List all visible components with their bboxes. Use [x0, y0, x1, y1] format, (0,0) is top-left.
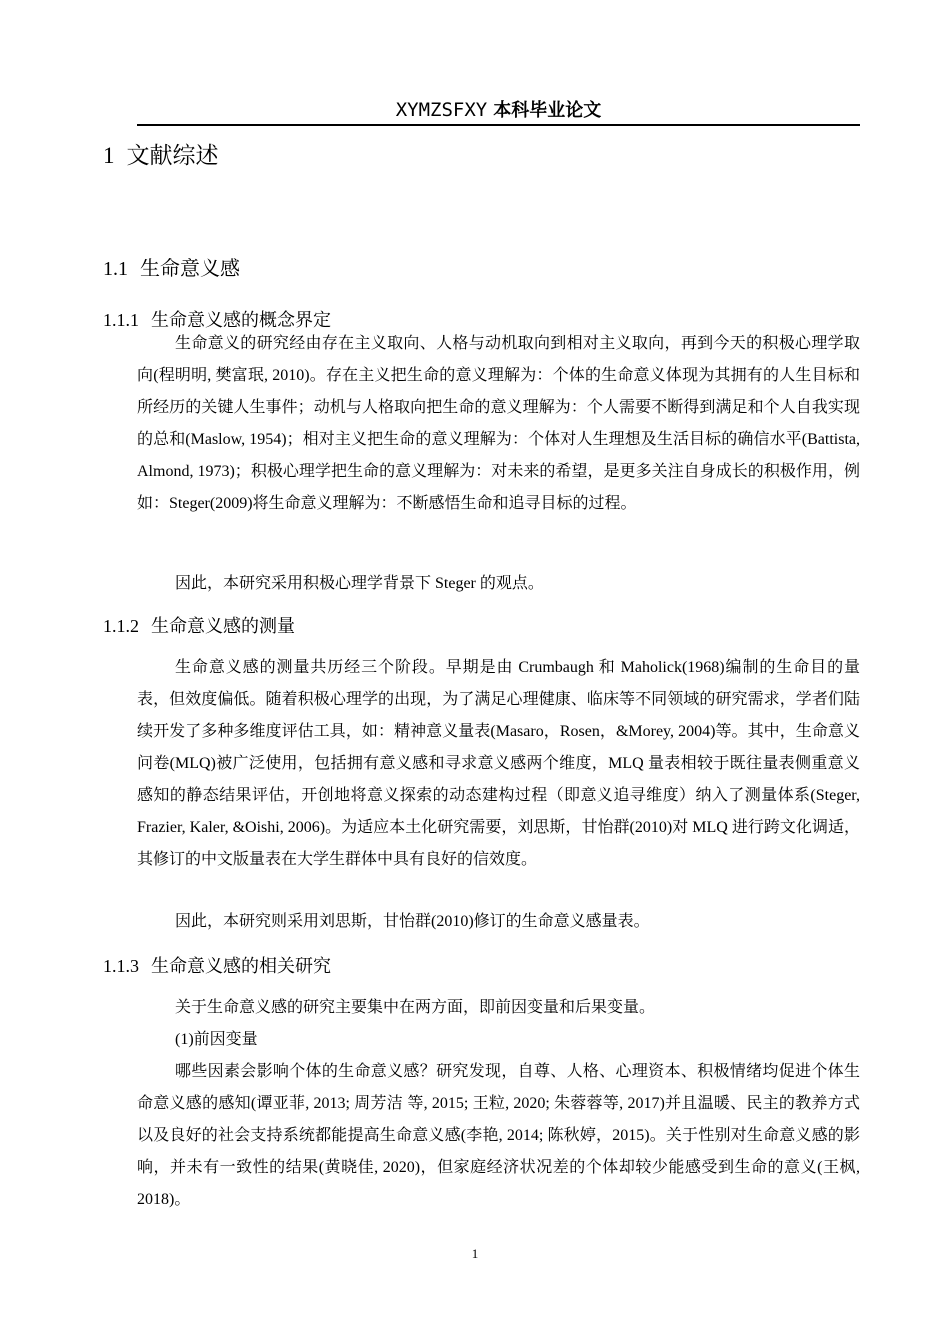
subsection-number: 1.1.1 [103, 310, 139, 330]
chapter-number: 1 [103, 143, 115, 168]
paragraph-definition-conclusion: 因此，本研究采用积极心理学背景下 Steger 的观点。 [175, 575, 544, 592]
header-code: XYMZSFXY [395, 99, 488, 121]
paragraph-research-intro: 关于生命意义感的研究主要集中在两方面，即前因变量和后果变量。 [175, 999, 656, 1016]
chapter-heading [103, 137, 219, 170]
section-heading [103, 252, 240, 281]
subsection-title: 生命意义感的测量 [151, 616, 295, 637]
page-header [137, 94, 860, 126]
header-label: 本科毕业论文 [493, 100, 602, 121]
paragraph-measurement-conclusion: 因此，本研究则采用刘思斯，甘怡群(2010)修订的生命意义感量表。 [175, 913, 650, 930]
section-title: 生命意义感 [140, 256, 240, 280]
subsection-heading-research [103, 952, 331, 978]
paragraph-antecedent-label: (1)前因变量 [175, 1031, 258, 1048]
paragraph-measurement: 生命意义感的测量共历经三个阶段。早期是由 Crumbaugh 和 Maholick(1968)编制的生命目的量表，但效度偏低。随着积极心理学的出现，为了满足心理健康、临床等不同领域的研究需求，学者们陆续开发了多种多维度评估工具，如：精神意义量表(Masaro，Rosen，&Morey, 2004)等。其中，生命意义问卷(MLQ)被广泛使用，包括拥有意义感和寻求意义感两个维度，MLQ 量表相较于既往量表侧重意义感知的静态结果评估，开创地将意义探索的动态建构过程（即意义追寻维度）纳入了测量体系(Steger, Frazier, Kaler, &Oishi, 2006)。为适应本土化研究需要，刘思斯，甘怡群(2010)对 MLQ 进行跨文化调适，其修订的中文版量表在大学生群体中具有良好的信效度。 [137, 659, 860, 868]
paragraph-definition: 生命意义的研究经由存在主义取向、人格与动机取向到相对主义取向，再到今天的积极心理学取向(程明明, 樊富珉, 2010)。存在主义把生命的意义理解为：个体的生命意义体现为其拥有的人生目标和所经历的关键人生事件；动机与人格取向把生命的意义理解为：个人需要不断得到满足和个人自我实现的总和(Maslow, 1954)；相对主义把生命的意义理解为：个体对人生理想及生活目标的确信水平(Battista, Almond, 1973)；积极心理学把生命的意义理解为：对未来的希望，是更多关注自身成长的积极作用，例如：Steger(2009)将生命意义理解为：不断感悟生命和追寻目标的过程。 [137, 335, 860, 512]
subsection-heading-measurement [103, 612, 295, 638]
subsection-title: 生命意义感的概念界定 [151, 310, 331, 331]
paragraph-antecedents: 哪些因素会影响个体的生命意义感？研究发现，自尊、人格、心理资本、积极情绪均促进个体生命意义感的感知(谭亚菲, 2013; 周芳洁 等, 2015; 王粒, 2020; 朱蓉蓉等, 2017)并且温暖、民主的教养方式以及良好的社会支持系统都能提高生命意义感(李艳, 2014; 陈秋婷，2015)。关于性别对生命意义感的影响，并未有一致性的结果(黄晓佳, 2020)，但家庭经济状况差的个体却较少能感受到生命的意义(王枫, 2018)。 [137, 1063, 860, 1208]
subsection-number: 1.1.2 [103, 616, 139, 636]
subsection-number: 1.1.3 [103, 956, 139, 976]
subsection-title: 生命意义感的相关研究 [151, 956, 331, 977]
header-text [137, 96, 860, 122]
page-number: 1 [471, 1246, 479, 1261]
chapter-title: 文献综述 [126, 143, 219, 169]
section-number: 1.1 [103, 258, 128, 280]
